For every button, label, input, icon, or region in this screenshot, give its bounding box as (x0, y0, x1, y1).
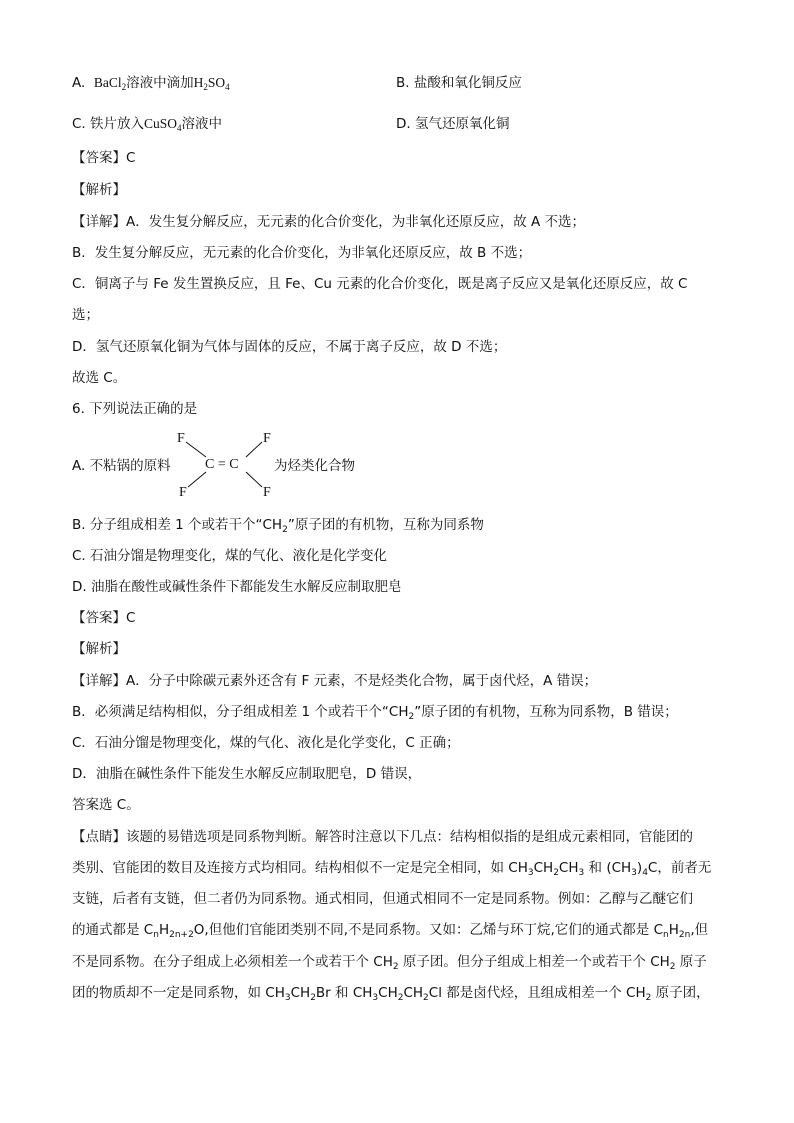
q5-option-d: D. 氢气还原氧化铜 (396, 116, 510, 132)
tip-line: 不是同系物。在分子组成上必须相差一个或若干个 $CH_2$ 原子团。但分子组成上相差一个或若干个 $CH_2$ 原子 (72, 954, 707, 972)
formula-h2so4: $H_2SO_4$ (193, 75, 230, 92)
q5-option-a (72, 73, 230, 93)
q5-explain-line: B．发生复分解反应，无元素的化合价变化，为非氧化还原反应，故 B 不选； (72, 245, 532, 261)
q6-stem: 6. 下列说法正确的是 (72, 401, 198, 417)
q6-option-d: D. 油脂在酸性或碱性条件下都能发生水解反应制取肥皂 (72, 579, 402, 595)
q6-explain-line: 【详解】A．分子中除碳元素外还含有 F 元素，不是烃类化合物，属于卤代烃，A 错误； (72, 673, 598, 689)
tip-line: 团的物质却不一定是同系物，如 $CH_3CH_2Br$ 和 $CH_3CH_2CH_2Cl$ 都是卤代烃，且组成相差一个 $CH_2$ 原子团， (72, 985, 710, 1003)
option-text: 溶液中滴加 (126, 75, 194, 91)
q6-explain-line: D．油脂在碱性条件下能发生水解反应制取肥皂，D 错误， (72, 766, 422, 782)
q5-analysis-heading: 【解析】 (72, 182, 126, 198)
q5-explain-line: 故选 C。 (72, 370, 127, 386)
fluorine-atom-label: F (177, 431, 185, 446)
q6-explain-line: 答案选 C。 (72, 797, 140, 813)
option-label: A. (72, 75, 86, 91)
q6-explain-line: C．石油分馏是物理变化，煤的气化、液化是化学变化，C 正确； (72, 735, 460, 751)
tip-line: 类别、官能团的数目及连接方式均相同。结构相似不一定是完全相同，如 $CH_3CH_2CH_3$ 和 $(CH_3)_4C$，前者无 (72, 860, 712, 878)
q6-analysis-heading: 【解析】 (72, 641, 126, 657)
q5-explain-line: 【详解】A．发生复分解反应，无元素的化合价变化，为非氧化还原反应，故 A 不选； (72, 214, 586, 230)
q6-option-a-suffix: 为烃类化合物 (274, 458, 355, 474)
q6-explain-line: B．必须满足结构相似，分子组成相差 1 个或若干个“$CH_2$”原子团的有机物，互称为同系物，B 错误； (72, 704, 678, 722)
q6-option-a-prefix: A. 不粘锅的原料 (72, 458, 171, 474)
q5-answer: 【答案】C (72, 150, 136, 166)
tip-line: 支链，后者有支链，但二者仍为同系物。通式相同，但通式相同不一定是同系物。例如：乙醇与乙醚它们 (72, 891, 693, 907)
fluorine-atom-label: F (179, 485, 187, 500)
tetrafluoroethylene-structure (170, 428, 285, 504)
double-bond-label: C = C (205, 457, 239, 472)
tip-line: 【点睛】该题的易错选项是同系物判断。解答时注意以下几点：结构相似指的是组成元素相同，官能团的 (72, 829, 693, 845)
fluorine-atom-label: F (263, 431, 271, 446)
fluorine-atom-label: F (263, 485, 271, 500)
q5-explain-line: 选； (72, 307, 99, 323)
formula-bacl2: BaCl$_2$ (93, 75, 127, 92)
tip-line: 的通式都是 $C_nH_{2n+2}O$,但他们官能团类别不同,不是同系物。又如：乙烯与环丁烷,它们的通式都是 $C_nH_{2n}$,但 (72, 922, 709, 940)
formula-cuso4: CuSO$_4$ (144, 116, 182, 133)
q6-option-c: C. 石油分馏是物理变化，煤的气化、液化是化学变化 (72, 548, 388, 564)
q5-explain-line: D．氢气还原氧化铜为气体与固体的反应，不属于离子反应，故 D 不选； (72, 339, 507, 355)
q5-option-b: B. 盐酸和氧化铜反应 (396, 75, 522, 91)
q5-explain-line: C．铜离子与 Fe 发生置换反应，且 Fe、Cu 元素的化合价变化，既是离子反应又是氧化还原反应，故 C (72, 276, 688, 292)
q5-option-c: C. 铁片放入CuSO$_4$溶液中 (72, 116, 223, 133)
q6-option-b: B. 分子组成相差 1 个或若干个“$CH_2$”原子团的有机物，互称为同系物 (72, 517, 484, 535)
q6-answer: 【答案】C (72, 610, 136, 626)
